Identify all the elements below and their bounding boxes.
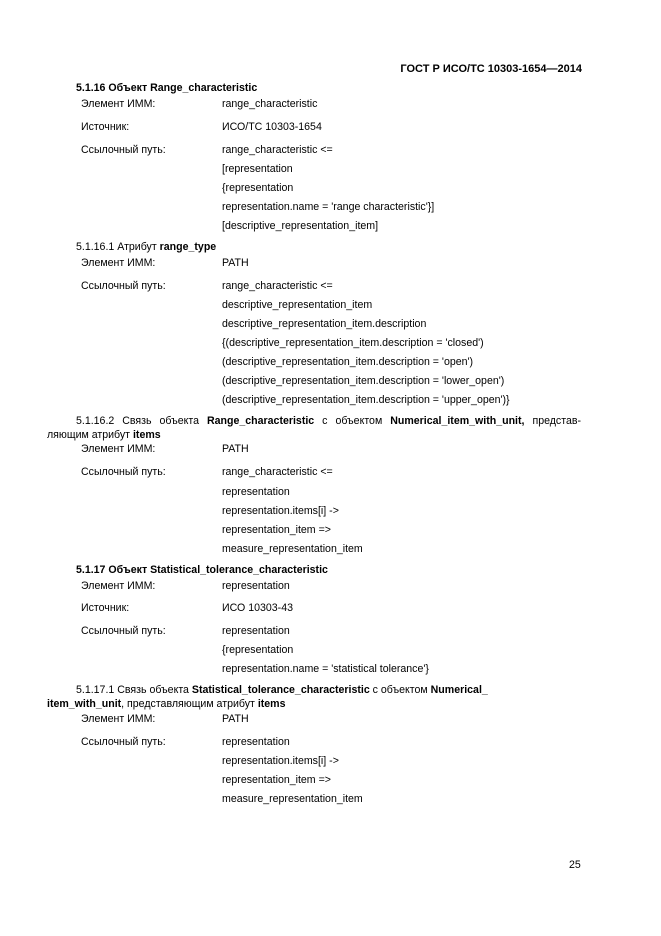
value-element: PATH <box>222 257 249 269</box>
value-element: representation <box>222 580 290 592</box>
path-line: measure_representation_item <box>222 793 363 805</box>
path-line: representation_item => <box>222 524 331 536</box>
path-line: representation.name = 'statistical tolerance'} <box>222 663 429 675</box>
label-element: Элемент ИММ: <box>81 98 156 110</box>
section-title-continuation <box>47 429 161 441</box>
path-line: {representation <box>222 182 294 194</box>
word: объекта <box>159 415 200 427</box>
path-line: representation <box>222 736 290 748</box>
path-line: representation.name = 'range characteristic'}] <box>222 201 435 213</box>
document-header: ГОСТ Р ИСО/ТС 10303-1654—2014 <box>400 63 582 75</box>
section-title-5-1-17: 5.1.17 Объект Statistical_tolerance_characteristic <box>76 564 328 576</box>
path-line: representation_item => <box>222 774 331 786</box>
path-line: measure_representation_item <box>222 543 363 555</box>
label-ref-path: Ссылочный путь: <box>81 736 166 748</box>
section-prefix: 5.1.17.1 Связь объекта <box>76 684 192 696</box>
value-source: ИСО/ТС 10303-1654 <box>222 121 322 133</box>
object-name: Statistical_tolerance_characteristic <box>191 684 370 696</box>
object-name: Numerical_ <box>430 684 488 696</box>
connector-text: с объектом <box>369 684 431 696</box>
path-line: [descriptive_representation_item] <box>222 220 379 232</box>
path-line: (descriptive_representation_item.description = 'upper_open')} <box>222 394 510 406</box>
path-line: descriptive_representation_item.description <box>222 318 427 330</box>
label-element: Элемент ИММ: <box>81 257 156 269</box>
label-ref-path: Ссылочный путь: <box>81 625 166 637</box>
path-line: representation.items[i] -> <box>222 505 339 517</box>
value-element: range_characteristic <box>222 98 318 110</box>
label-ref-path: Ссылочный путь: <box>81 144 166 156</box>
section-title-5-1-16-2 <box>76 415 581 427</box>
attribute-name: range_type <box>159 241 217 253</box>
label-element: Элемент ИММ: <box>81 443 156 455</box>
path-line: [representation <box>222 163 293 175</box>
label-source: Источник: <box>81 602 130 614</box>
path-line: (descriptive_representation_item.description = 'open') <box>222 356 474 368</box>
label-ref-path: Ссылочный путь: <box>81 280 166 292</box>
attribute-name: items <box>132 429 161 441</box>
value-element: PATH <box>222 443 249 455</box>
section-title-5-1-17-1 <box>76 684 488 696</box>
path-line: range_characteristic <= <box>222 280 333 292</box>
page-number: 25 <box>569 859 581 871</box>
object-name: Range_characteristic <box>207 415 315 427</box>
continuation-text: ляющим атрибут <box>47 429 133 441</box>
label-element: Элемент ИММ: <box>81 580 156 592</box>
section-title-5-1-16: 5.1.16 Объект Range_characteristic <box>76 82 258 94</box>
path-line: range_characteristic <= <box>222 144 333 156</box>
attribute-name: items <box>257 698 286 710</box>
path-line: {(descriptive_representation_item.description = 'closed') <box>222 337 484 349</box>
object-name: item_with_unit <box>47 698 122 710</box>
word: с <box>322 415 328 427</box>
path-line: representation.items[i] -> <box>222 755 339 767</box>
path-line: representation <box>222 486 290 498</box>
word: представ- <box>532 415 581 427</box>
label-element: Элемент ИММ: <box>81 713 156 725</box>
path-line: representation <box>222 625 290 637</box>
object-name: Numerical_item_with_unit, <box>390 415 525 427</box>
word: 5.1.16.2 Связь <box>76 415 152 427</box>
value-source: ИСО 10303-43 <box>222 602 293 614</box>
continuation-text: , представляющим атрибут <box>121 698 258 710</box>
path-line: (descriptive_representation_item.description = 'lower_open') <box>222 375 505 387</box>
path-line: {representation <box>222 644 294 656</box>
label-source: Источник: <box>81 121 130 133</box>
value-element: PATH <box>222 713 249 725</box>
word: объектом <box>335 415 383 427</box>
section-title-continuation <box>47 698 286 710</box>
section-prefix: 5.1.16.1 Атрибут <box>76 241 160 253</box>
path-line: range_characteristic <= <box>222 466 333 478</box>
path-line: descriptive_representation_item <box>222 299 373 311</box>
section-title-5-1-16-1 <box>76 241 216 253</box>
label-ref-path: Ссылочный путь: <box>81 466 166 478</box>
